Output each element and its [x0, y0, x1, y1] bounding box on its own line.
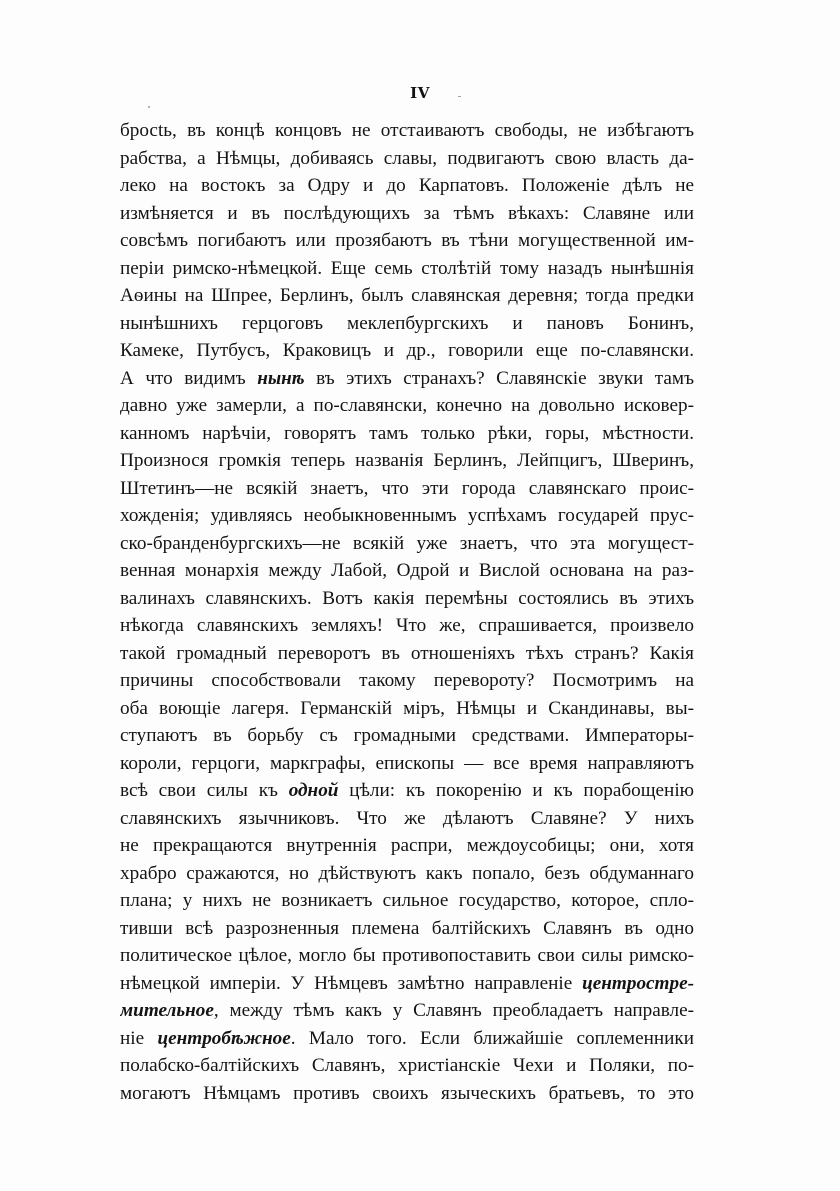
text-line: бросtь, въ концѣ концовъ не отстаиваютъ свободы, не избѣгаютъ: [120, 120, 694, 141]
text-line: могаютъ Нѣмцамъ противъ своихъ языческихъ братьевъ, то это: [120, 1082, 694, 1104]
text-line: совсѣмъ погибаютъ или прозябаютъ въ тѣни могущественной им-: [120, 230, 694, 251]
text-line: тивши всѣ разрозненныя племена балтійскихъ Славянъ въ одно: [120, 917, 694, 939]
ink-speck: [148, 106, 150, 108]
emphasized-word: мительное: [120, 1000, 214, 1021]
text-line: полабско-балтійскихъ Славянъ, христіанскіе Чехи и Поляки, по-: [120, 1055, 694, 1076]
text-line: славянскихъ язычниковъ. Что же дѣлаютъ Славяне? У нихъ: [120, 807, 694, 829]
text-line: ступаютъ въ борьбу съ громадными средствами. Императоры-: [120, 725, 694, 746]
text-line: ско-бранденбургскихъ—не всякій уже знаетъ, что эта могущест-: [120, 532, 694, 554]
text-line: оба воющіе лагеря. Германскій міръ, Нѣмцы и Скандинавы, вы-: [120, 697, 694, 719]
body-text: [120, 117, 694, 1107]
text-line: ніе центробѣжное. Мало того. Если ближайшіе соплеменники: [120, 1027, 694, 1049]
text-line: мительное, между тѣмъ какъ у Славянъ преобладаетъ направле-: [120, 1000, 694, 1021]
text-line: нѣмецкой имперіи. У Нѣмцевъ замѣтно направленіе центростре-: [120, 972, 694, 994]
text-line: нѣкогда славянскихъ земляхъ! Что же, спрашивается, произвело: [120, 615, 694, 636]
text-line: періи римско-нѣмецкой. Еще семь столѣтій тому назадъ нынѣшнія: [120, 257, 694, 279]
emphasized-word: центростре-: [582, 972, 694, 994]
emphasized-word: центробѣжное: [157, 1027, 291, 1049]
text-line: политическое цѣлое, могло бы противопоставить свои силы римско-: [120, 945, 694, 966]
text-line: причины способствовали такому перевороту? Посмотримъ на: [120, 670, 694, 691]
emphasized-word: одной: [288, 780, 339, 801]
text-line: Штетинъ—не всякій знаетъ, что эти города славянскаго проис-: [120, 477, 694, 499]
page-number: IV: [410, 84, 430, 102]
text-line: А что видимъ нынѣ въ этихъ странахъ? Славянскіе звуки тамъ: [120, 367, 694, 389]
text-line: Произнося громкія теперь названія Берлинъ, Лейпцигъ, Шверинъ,: [120, 450, 694, 471]
emphasized-word: нынѣ: [257, 367, 305, 389]
text-line: такой громадный переворотъ въ отношеніяхъ тѣхъ странъ? Какія: [120, 642, 694, 664]
text-line: храбро сражаются, но дѣйствуютъ какъ попало, безъ обдуманнаго: [120, 862, 694, 884]
text-line: леко на востокъ за Одру и до Карпатовъ. Положеніе дѣлъ не: [120, 175, 694, 196]
text-line: измѣняется и въ послѣдующихъ за тѣмъ вѣкахъ: Славяне или: [120, 202, 694, 224]
text-line: нынѣшнихъ герцоговъ меклепбургскихъ и пановъ Бонинъ,: [120, 312, 694, 334]
text-line: хожденія; удивляясь необыкновеннымъ успѣхамъ государей прус-: [120, 505, 694, 526]
text-line: плана; у нихъ не возникаетъ сильное государство, которое, спло-: [120, 890, 694, 911]
text-line: короли, герцоги, маркграфы, епископы — все время направляютъ: [120, 752, 694, 774]
text-line: рабства, а Нѣмцы, добиваясь славы, подвигаютъ свою власть да-: [120, 147, 694, 169]
text-line: Камеке, Путбусъ, Краковицъ и др., говорили еще по-славянски.: [120, 340, 694, 361]
ink-speck: [458, 96, 461, 97]
text-line: канномъ нарѣчіи, говорятъ тамъ только рѣки, горы, мѣстности.: [120, 422, 694, 444]
text-line: не прекращаются внутреннія распри, междоусобицы; они, хотя: [120, 835, 694, 856]
text-line: всѣ свои силы къ одной цѣли: къ покоренію и къ порабощенію: [120, 780, 694, 801]
text-line: валинахъ славянскихъ. Вотъ какія перемѣны состоялись въ этихъ: [120, 587, 694, 609]
text-line: венная монархія между Лабой, Одрой и Вислой основана на раз-: [120, 560, 694, 581]
text-line: давно уже замерли, а по-славянски, конечно на довольно исковер-: [120, 395, 694, 416]
text-line: Аѳины на Шпрее, Берлинъ, былъ славянская деревня; тогда предки: [120, 285, 694, 306]
